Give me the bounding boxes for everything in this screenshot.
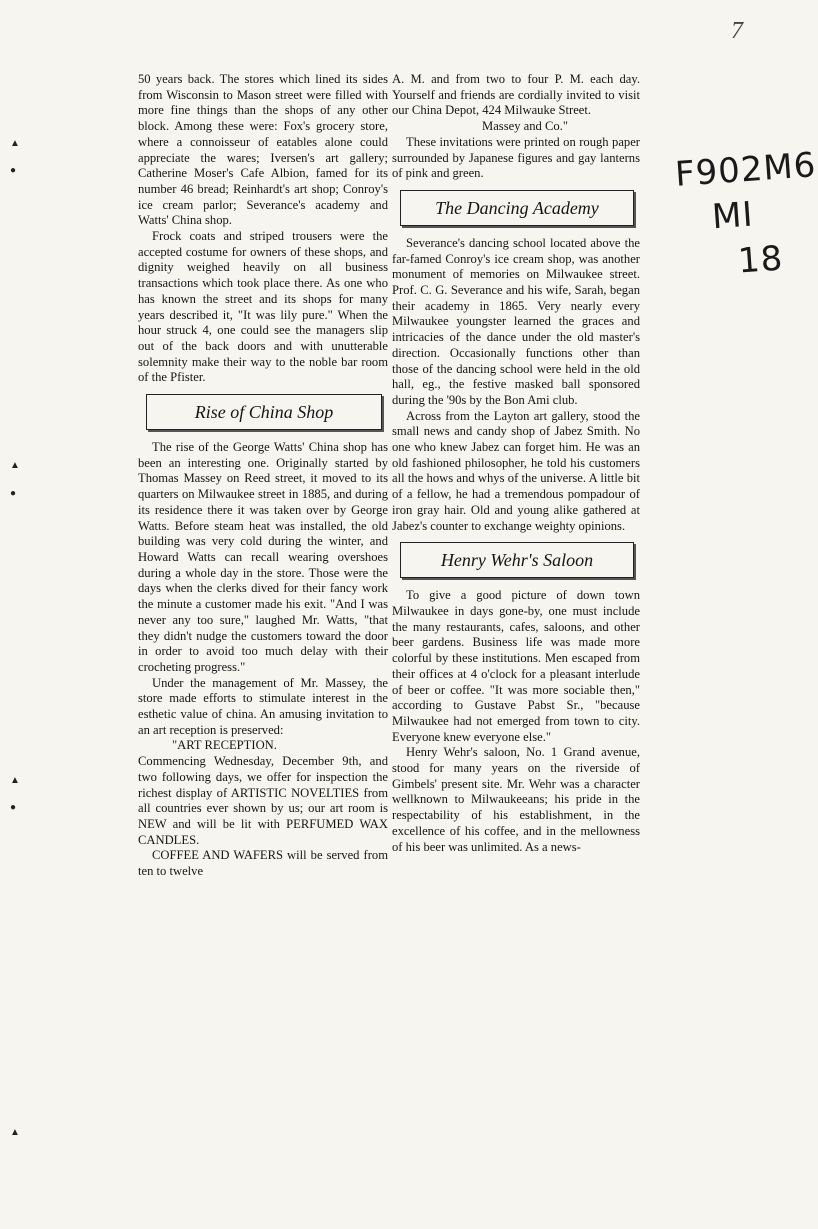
page-number: 7	[731, 18, 743, 44]
punch-hole-mark: ●	[10, 802, 17, 813]
punch-hole-mark: ▲	[10, 775, 20, 786]
invitation-text: Commencing Wednesday, December 9th, and two following days, we offer for inspection the richest display of ARTISTIC NOVELTIES from all countries ever shown by us; our art room is NEW and will be lit with PERFUMED WAX CANDLES.	[138, 754, 388, 847]
paragraph: Across from the Layton art gallery, stood the small news and candy shop of Jabez Smith. No one who knew Jabez can forget him. He was an old fashioned philosopher, he told his customers all the hows and whys of the universe. A little bit of a fellow, he had a tremendous pompadour of iron gray hair. Old and young alike gathered at Jabez's counter to exchange weighty opinions.	[392, 408, 640, 533]
paragraph: Severance's dancing school located above the far-famed Conroy's ice cream shop, was another monument of memories on Milwaukee street. Prof. C. G. Severance and his wife, Sarah, began their academy in 1865. Very nearly every Milwaukee youngster learned the graces and intricacies of the dance under the old master's direction. Occasionally functions other than those of the dancing school were held in the old hall, eg., the festive masked ball sponsored during the '90s by the Bon Ami club.	[392, 235, 640, 407]
punch-hole-mark: ▲	[10, 460, 20, 471]
invitation-text: A. M. and from two to four P. M. each day. Yourself and friends are cordially invited to visit our China Depot, 424 Milwauke Street.	[392, 72, 640, 118]
invitation-signature: Massey and Co."	[482, 119, 568, 134]
paragraph: Frock coats and striped trousers were the accepted costume for owners of these shops, and dignity weighed heavily on all business transactions which took place there. As one who has known the street and its shops for many years described it, "It was lily pure." When the hour struck 4, one could see the managers slip out of the back doors and with unutterable solemnity make their way to the noble bar room of the Pfister.	[138, 229, 388, 385]
article-column-left	[138, 72, 388, 880]
paragraph: These invitations were printed on rough paper surrounded by Japanese figures and gay lanterns of pink and green.	[392, 134, 640, 181]
article-column-right	[392, 72, 640, 855]
punch-hole-mark: ●	[10, 488, 17, 499]
invitation-text: COFFEE AND WAFERS will be served from ten to twelve	[138, 848, 388, 879]
paragraph: Under the management of Mr. Massey, the store made efforts to stimulate interest in the esthetic value of china. An amusing invitation to an art reception is preserved:	[138, 675, 388, 737]
paragraph: 50 years back. The stores which lined its sides from Wisconsin to Mason street were filled with more fine things than the shops of any other block. Among these were: Fox's grocery store, where a connoisseur of eatables alone could appreciate the wares; Iversen's art gallery; Catherine Moser's Cafe Albion, famed for its number 46 bread; Reinhardt's art shop; Conroy's ice cream parlor; Severance's academy and Watts' China shop.	[138, 72, 388, 228]
margin-note-1: F902M6	[673, 145, 818, 195]
punch-hole-mark: ●	[10, 165, 17, 176]
section-heading-rise-of-china-shop: Rise of China Shop	[146, 394, 382, 430]
paragraph: The rise of the George Watts' China shop has been an interesting one. Originally started by Thomas Massey on Reed street, it moved to its quarters on Milwaukee street in 1885, and during its residence there it was taken over by George Watts. Before steam heat was installed, the old building was very cold during the winter, and Howard Watts can recall wearing overshoes during a whole day in the store. Those were the days when the clerks dived for their fancy work the minute a customer made his exit. "And I was never any too sure," laughed Mr. Watts, "that they didn't nudge the customers toward the door in order to avoid too much delay with their crocheting progress."	[138, 440, 388, 674]
section-heading-henry-wehrs-saloon: Henry Wehr's Saloon	[400, 542, 634, 578]
punch-hole-mark: ▲	[10, 1127, 20, 1138]
margin-note-3: 18	[736, 238, 785, 282]
paragraph: Henry Wehr's saloon, No. 1 Grand avenue, stood for many years on the riverside of Gimbels' present site. Mr. Wehr was a character wellknown to Milwaukeeans; his pride in the respectability of his establishment, in the excellence of his coffee, and in the mellowness of his beer was unlimited. As a news-	[392, 745, 640, 854]
paragraph: To give a good picture of down town Milwaukee in days gone-by, one must include the many restaurants, cafes, saloons, and other beer gardens. Business life was made more colorful by these institutions. Men escaped from their offices at 4 o'clock for a pleasant interlude of beer or coffee. "It was more sociable then," according to Gustave Pabst Sr., "because Milwaukee had not emerged from town to city. Everyone knew everyone else."	[392, 588, 640, 744]
section-heading-dancing-academy: The Dancing Academy	[400, 190, 634, 226]
punch-hole-mark: ▲	[10, 138, 20, 149]
margin-note-2: MI	[710, 194, 755, 238]
invitation-title: "ART RECEPTION.	[172, 738, 277, 753]
